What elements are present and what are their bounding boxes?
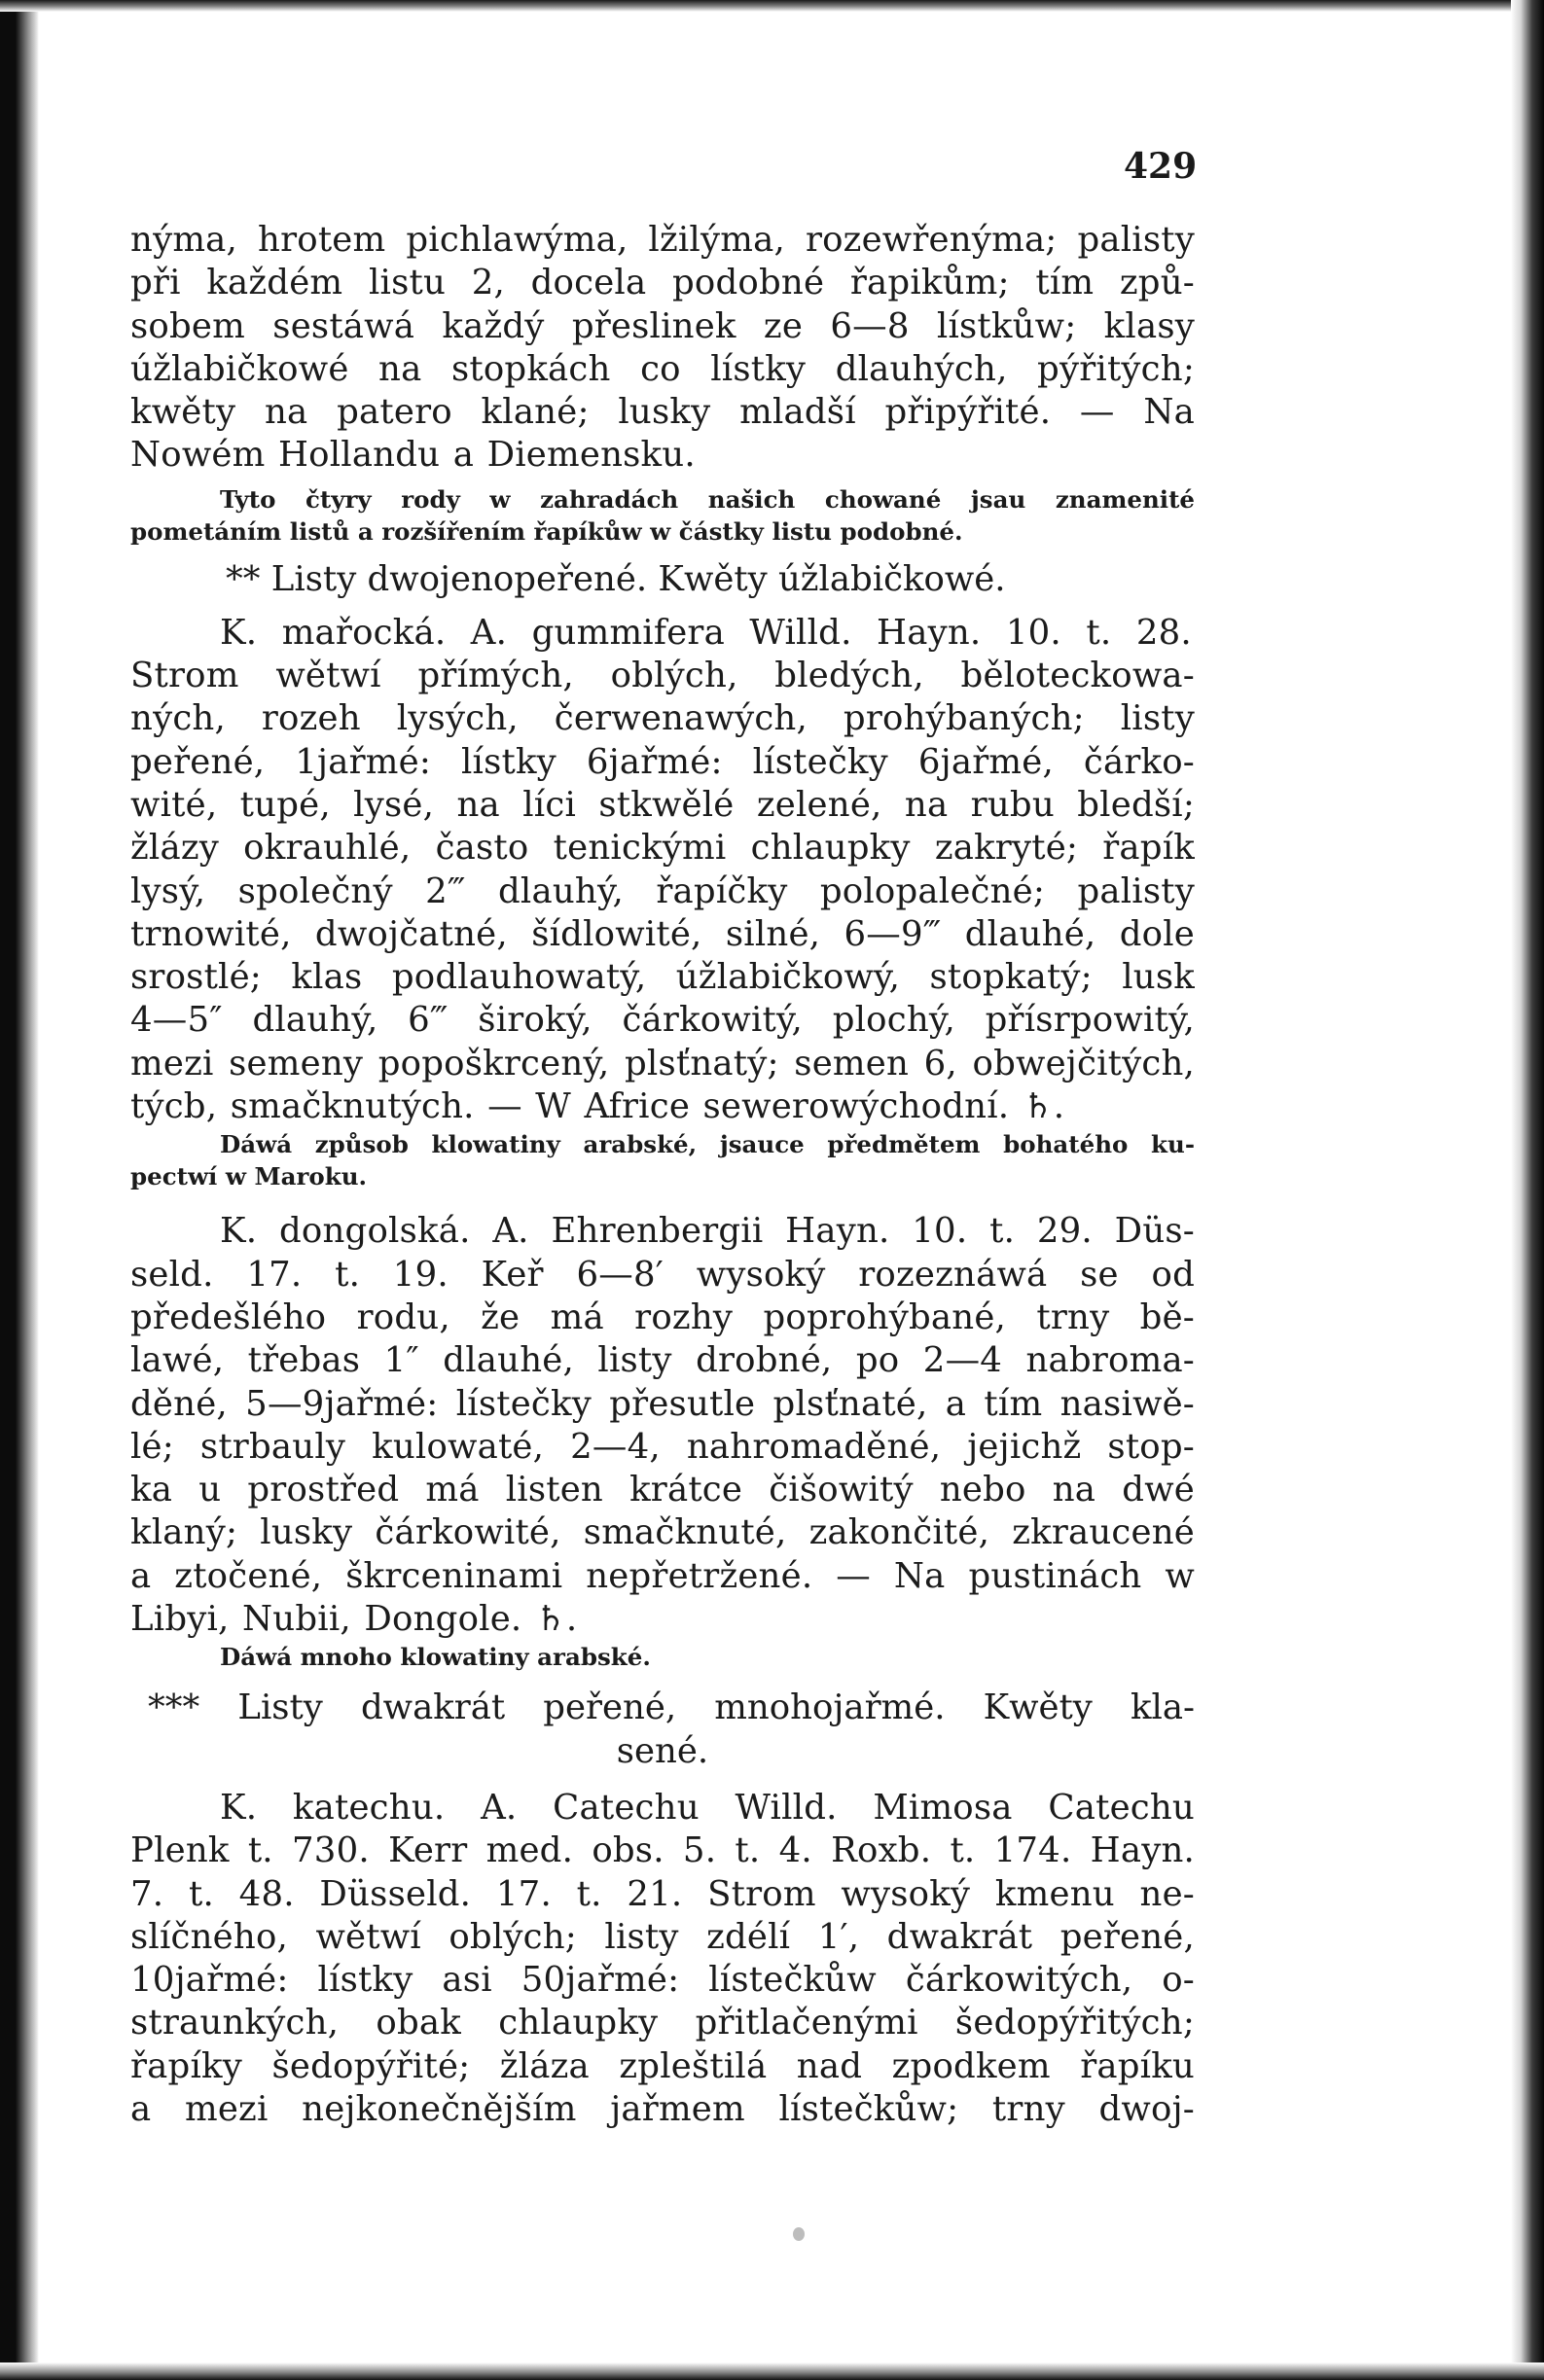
scan-right-edge	[1511, 0, 1544, 2380]
page-number: 429	[1124, 146, 1198, 187]
text-line: srostlé; klas podlauhowatý, úžlabičkowý, stopkatý; lusk	[130, 957, 1195, 998]
text-line: lawé, třebas 1″ dlauhé, listy drobné, po 2—4 nabroma-	[130, 1340, 1195, 1381]
text-line: děné, 5—9jařmé: lístečky přesutle plsťnaté, a tím nasiwě-	[130, 1383, 1195, 1424]
text-line: žlázy okrauhlé, často tenickými chlaupky zakryté; řapík	[130, 828, 1195, 869]
note-small-print: Dáwá mnoho klowatiny arabské.	[220, 1643, 651, 1672]
spacer	[130, 1192, 1195, 1210]
text-line: slíčného, wětwí oblých; listy zdélí 1′, dwakrát peřené,	[130, 1916, 1195, 1957]
note-small-print	[130, 483, 1195, 548]
text-line: a ztočené, škrceninami nepřetržené. — Na pustinách w	[130, 1555, 1195, 1596]
section-heading: ** Listy dwojenopeřené. Kwěty úžlabičkowé.	[226, 558, 1006, 599]
text-line: trnowité, dwojčatné, šídlowité, silné, 6—9‴ dlauhé, dole	[130, 913, 1195, 954]
text-line: straunkých, obak chlaupky přitlačenými šedopýřitých;	[130, 2003, 1195, 2043]
text-line: 7. t. 48. Düsseld. 17. t. 21. Strom wysoký kmenu ne-	[130, 1873, 1195, 1914]
species-entry-katechu	[130, 1787, 1195, 2131]
text-line: ka u prostřed má listen krátce čišowitý nebo na dwé	[130, 1470, 1195, 1510]
species-entry-marocka	[130, 612, 1195, 1129]
text-line: nýma, hrotem pichlawýma, lžilýma, rozewřenýma; palisty	[130, 220, 1195, 260]
print-speck	[793, 2227, 805, 2241]
text-line: K. dongolská. A. Ehrenbergii Hayn. 10. t. 29. Düs-	[220, 1211, 1195, 1252]
text-line: lé; strbauly kulowaté, 2—4, nahromaděné, jejichž stop-	[130, 1426, 1195, 1467]
text-line: peřené, 1jařmé: lístky 6jařmé: lístečky 6jařmé, čárko-	[130, 741, 1195, 782]
text-line: úžlabičkowé na stopkách co lístky dlauhých, pýřitých;	[130, 348, 1195, 389]
scan-bottom-edge	[0, 2362, 1544, 2380]
note-line: pectwí w Maroku.	[130, 1162, 368, 1191]
text-line: kwěty na patero klané; lusky mladší připýřité. — Na	[130, 392, 1195, 433]
page-body	[130, 219, 1195, 2131]
text-line: seld. 17. t. 19. Keř 6—8′ wysoký rozeznáwá se od	[130, 1254, 1195, 1295]
section-heading-group	[130, 1687, 1195, 1773]
spacer	[130, 1773, 1195, 1787]
note-small-print	[130, 1128, 1195, 1192]
text-line: Plenk t. 730. Kerr med. obs. 5. t. 4. Roxb. t. 174. Hayn.	[130, 1830, 1195, 1871]
scan-top-edge	[0, 0, 1544, 12]
text-line: ných, rozeh lysých, čerwenawých, prohýbaných; listy	[130, 698, 1195, 739]
text-line: řapíky šedopýřité; žláza zpleštilá nad zpodkem řapíku	[130, 2045, 1195, 2086]
text-line: K. mařocká. A. gummifera Willd. Hayn. 10. t. 28.	[220, 612, 1192, 653]
text-line: K. katechu. A. Catechu Willd. Mimosa Catechu	[220, 1787, 1195, 1828]
note-line: Dáwá způsob klowatiny arabské, jsauce předmětem bohatého ku-	[220, 1130, 1195, 1159]
text-line: lysý, společný 2‴ dlauhý, řapíčky polopalečné; palisty	[130, 870, 1195, 911]
text-line: Libyi, Nubii, Dongole. ♄.	[130, 1599, 578, 1640]
text-line: Strom wětwí přímých, oblých, bledých, běloteckowa-	[130, 656, 1195, 696]
text-line: sobem sestáwá každý přeslinek ze 6—8 lístkůw; klasy	[130, 305, 1195, 346]
note-line: pometáním listů a rozšířením řapíkůw w částky listu podobné.	[130, 516, 963, 546]
text-line: 4—5″ dlauhý, 6‴ široký, čárkowitý, plochý, přísrpowitý,	[130, 1000, 1195, 1041]
paragraph-continuation	[130, 219, 1195, 478]
spacer	[130, 1673, 1195, 1687]
text-line: při každém listu 2, docela podobné řapikům; tím způ-	[130, 263, 1195, 303]
section-heading: *** Listy dwakrát peřené, mnohojařmé. Kwěty kla-	[148, 1687, 1195, 1728]
book-binding-edge	[0, 0, 39, 2380]
text-line: Nowém Hollandu a Diemensku.	[130, 435, 696, 476]
text-line: týcb, smačknutých. — W Africe sewerowýchodní. ♄.	[130, 1086, 1065, 1127]
species-entry-dongolska	[130, 1210, 1195, 1641]
section-heading-continuation: sené.	[616, 1730, 709, 1771]
text-line: klaný; lusky čárkowité, smačknuté, zakončité, zkraucené	[130, 1512, 1195, 1553]
note-line: Tyto čtyry rody w zahradách našich chowané jsau znamenité	[220, 484, 1195, 514]
text-line: wité, tupé, lysé, na líci stkwělé zelené, na rubu bledší;	[130, 784, 1195, 825]
text-line: předešlého rodu, že má rozhy poprohýbané, trny bě-	[130, 1297, 1195, 1337]
text-line: mezi semeny popoškrcený, plsťnatý; semen 6, obwejčitých,	[130, 1043, 1195, 1083]
text-line: a mezi nejkonečnějším jařmem lístečkůw; trny dwoj-	[130, 2088, 1195, 2129]
text-line: 10jařmé: lístky asi 50jařmé: lístečkůw čárkowitých, o-	[130, 1960, 1195, 2001]
